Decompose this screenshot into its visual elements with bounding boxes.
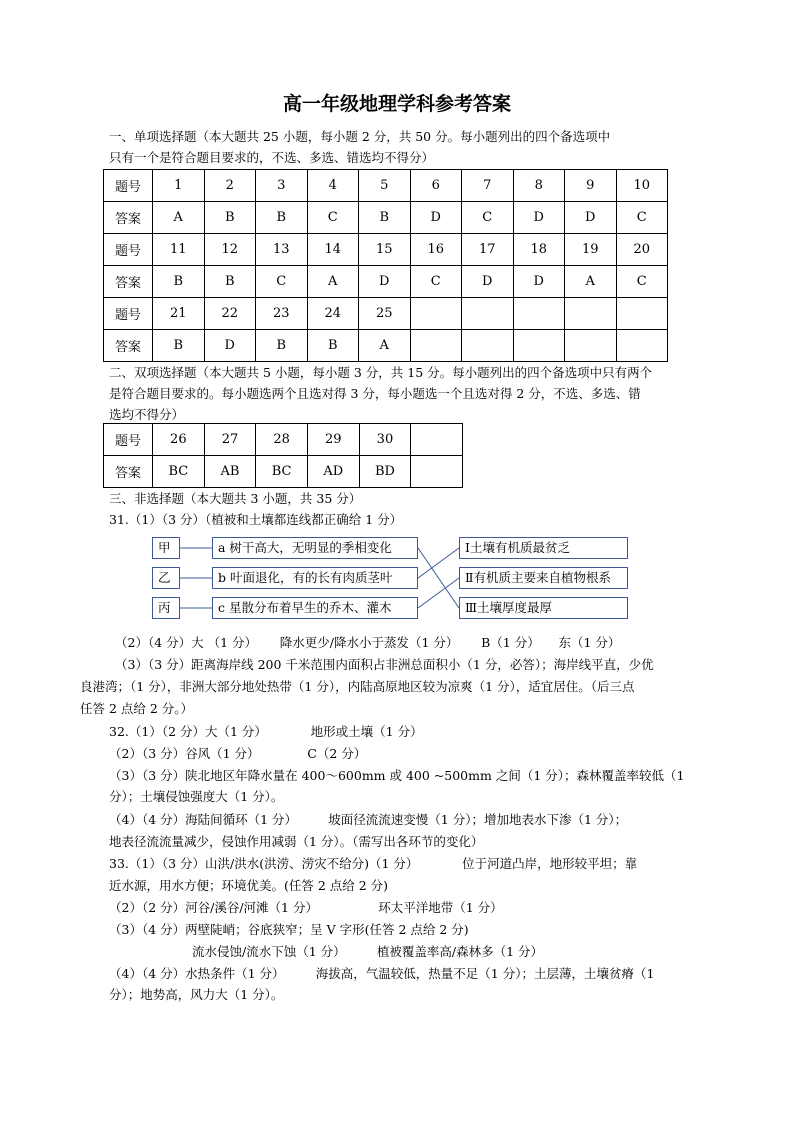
row-label: 答案	[104, 456, 153, 488]
table-cell	[616, 298, 668, 330]
table-cell: 4	[307, 170, 359, 202]
row-label: 答案	[104, 330, 153, 362]
diagram-middle-c: c 星散分布着早生的乔木、灌木	[212, 597, 418, 619]
q33-part3-line1: （3）（4 分）两壁陡峭；谷底狭窄；呈 V 字形(任答 2 点给 2 分)	[109, 922, 469, 937]
table-cell: 17	[462, 234, 514, 266]
table-cell: D	[513, 202, 565, 234]
table-cell: 2	[204, 170, 256, 202]
table-cell: 14	[307, 234, 359, 266]
table-cell	[513, 298, 565, 330]
table-cell: D	[204, 330, 256, 362]
q33-part1-line1: 33.（1）（3 分）山洪/洪水(洪涝、涝灾不给分)（1 分） 位于河道凸岸，地形较平坦；靠	[109, 856, 638, 871]
q33-part2: （2）（2 分）河谷/溪谷/河滩（1 分） 环太平洋地带（1 分）	[109, 900, 503, 915]
q32-part1: 32.（1）（2 分）大（1 分） 地形或土壤（1 分）	[109, 724, 423, 739]
table-cell: 26	[153, 424, 205, 456]
table-cell: B	[153, 266, 205, 298]
q33-part4-line2: 分）；地势高，风力大（1 分）。	[109, 987, 284, 1002]
q31-part3-line2: 良港湾；（1 分），非洲大部分地处热带（1 分），内陆高原地区较为凉爽（1 分），适宜居住。（后三点	[80, 679, 635, 694]
table-cell: 5	[359, 170, 411, 202]
table-cell: BD	[359, 456, 411, 488]
table-cell: 27	[204, 424, 256, 456]
diagram-middle-b: b 叶面退化，有的长有肉质茎叶	[212, 567, 418, 589]
table-cell: B	[204, 266, 256, 298]
table-cell: 22	[204, 298, 256, 330]
table-row	[104, 170, 668, 202]
q32-part4-line2: 地表径流流量减少，侵蚀作用减弱（1 分）。（需写出各环节的变化）	[109, 834, 484, 849]
diagram-right-2: Ⅱ有机质主要来自植物根系	[459, 567, 628, 589]
line-a-3	[418, 548, 459, 608]
q33-part1-line2: 近水源，用水方便；环境优美。(任答 2 点给 2 分)	[109, 878, 389, 893]
page-title: 高一年级地理学科参考答案	[282, 93, 511, 115]
table-row	[104, 330, 668, 362]
table-cell: A	[153, 202, 205, 234]
table-cell: 16	[410, 234, 462, 266]
q31-part1: 31.（1）（3 分）（植被和土壤都连线都正确给 1 分）	[109, 512, 403, 527]
table-cell: A	[307, 266, 359, 298]
table-cell: 6	[410, 170, 462, 202]
table-cell: 19	[565, 234, 617, 266]
table-cell: B	[359, 202, 411, 234]
table-cell: 18	[513, 234, 565, 266]
row-label: 题号	[104, 298, 153, 330]
diagram-middle-a: a 树干高大，无明显的季相变化	[212, 537, 418, 559]
table-cell	[565, 298, 617, 330]
table-cell: C	[616, 202, 668, 234]
table-cell: B	[153, 330, 205, 362]
table-cell: 20	[616, 234, 668, 266]
diagram-left-bing: 丙	[152, 597, 180, 619]
table-cell: D	[359, 266, 411, 298]
table-cell: 15	[359, 234, 411, 266]
q31-part2: （2）（4 分）大 （1 分） 降水更少/降水小于蒸发（1 分） B（1 分） 东（1 分）	[115, 635, 621, 650]
table-cell: 7	[462, 170, 514, 202]
table-cell: 10	[616, 170, 668, 202]
diagram-left-jia: 甲	[152, 537, 180, 559]
line-b-1	[418, 548, 459, 578]
table-cell	[565, 330, 617, 362]
table-cell: BC	[256, 456, 308, 488]
section2-intro-line1: 二、双项选择题（本大题共 5 小题，每小题 3 分，共 15 分。每小题列出的四个备选项中只有两个	[109, 365, 653, 380]
section3-intro: 三、非选择题（本大题共 3 小题，共 35 分）	[109, 491, 362, 506]
table-row	[104, 234, 668, 266]
q32-part4-line1: （4）（4 分）海陆间循环（1 分） 坡面径流流速变慢（1 分）；增加地表水下渗（1 分）；	[109, 812, 628, 827]
table-cell: D	[513, 266, 565, 298]
table-cell: 1	[153, 170, 205, 202]
table-cell: 29	[307, 424, 359, 456]
table-cell: 25	[359, 298, 411, 330]
table-row	[104, 424, 463, 456]
table-cell: 8	[513, 170, 565, 202]
table-cell: B	[256, 330, 308, 362]
table-cell: B	[256, 202, 308, 234]
table-cell: B	[204, 202, 256, 234]
table-cell: AD	[307, 456, 359, 488]
table-cell: B	[307, 330, 359, 362]
row-label: 题号	[104, 170, 153, 202]
section2-intro-line3: 选均不得分）	[109, 407, 185, 422]
table-cell: A	[359, 330, 411, 362]
table-cell	[411, 424, 463, 456]
row-label: 答案	[104, 266, 153, 298]
section1-intro-line2: 只有一个是符合题目要求的，不选、多选、错选均不得分）	[109, 150, 435, 165]
section1-intro-line1: 一、单项选择题（本大题共 25 小题，每小题 2 分，共 50 分。每小题列出的四个备选项中	[109, 129, 611, 144]
table-cell: 28	[256, 424, 308, 456]
table-row	[104, 456, 463, 488]
q31-part3-line3: 任答 2 点给 2 分。）	[80, 701, 194, 716]
double-choice-answer-table	[103, 423, 463, 488]
table-row	[104, 202, 668, 234]
q32-part3-line2: 分）；土壤侵蚀强度大（1 分）。	[109, 789, 284, 804]
table-cell: 24	[307, 298, 359, 330]
table-cell: 13	[256, 234, 308, 266]
section2-intro-line2: 是符合题目要求的。每小题选两个且选对得 3 分，每小题选一个且选对得 2 分，不选、多选、错	[109, 386, 641, 401]
table-cell	[462, 298, 514, 330]
table-cell: 3	[256, 170, 308, 202]
table-cell: D	[565, 202, 617, 234]
q33-part3-line2: 流水侵蚀/流水下蚀（1 分） 植被覆盖率高/森林多（1 分）	[192, 944, 544, 959]
table-cell	[462, 330, 514, 362]
table-cell: A	[565, 266, 617, 298]
table-cell: 12	[204, 234, 256, 266]
table-cell: C	[410, 266, 462, 298]
table-cell: C	[307, 202, 359, 234]
q33-part4-line1: （4）（4 分）水热条件（1 分） 海拔高，气温较低，热量不足（1 分）；土层薄，土壤贫瘠（1	[109, 966, 655, 981]
table-cell: 30	[359, 424, 411, 456]
table-cell	[410, 298, 462, 330]
table-row	[104, 266, 668, 298]
table-cell	[616, 330, 668, 362]
table-cell: 11	[153, 234, 205, 266]
row-label: 题号	[104, 234, 153, 266]
diagram-right-1: Ⅰ土壤有机质最贫乏	[459, 537, 628, 559]
diagram-right-3: Ⅲ土壤厚度最厚	[459, 597, 628, 619]
table-cell: AB	[204, 456, 256, 488]
table-cell: BC	[153, 456, 205, 488]
table-row	[104, 298, 668, 330]
table-cell: 23	[256, 298, 308, 330]
line-c-2	[418, 578, 459, 608]
q32-part2: （2）（3 分）谷风（1 分） C（2 分）	[109, 746, 367, 761]
q31-part3-line1: （3）（3 分）距离海岸线 200 千米范围内面积占非洲总面积小（1 分，必答）；海岸线平直，少优	[115, 657, 654, 672]
table-cell: C	[256, 266, 308, 298]
table-cell	[513, 330, 565, 362]
single-choice-answer-table	[103, 169, 668, 362]
table-cell: D	[410, 202, 462, 234]
table-cell: C	[616, 266, 668, 298]
diagram-left-yi: 乙	[152, 567, 180, 589]
row-label: 题号	[104, 424, 153, 456]
table-cell: 9	[565, 170, 617, 202]
table-cell	[410, 330, 462, 362]
row-label: 答案	[104, 202, 153, 234]
q32-part3-line1: （3）（3 分）陕北地区年降水量在 400～600mm 或 400 ~500mm 之间（1 分）；森林覆盖率较低（1	[109, 768, 685, 783]
table-cell: D	[462, 266, 514, 298]
table-cell: 21	[153, 298, 205, 330]
table-cell: C	[462, 202, 514, 234]
table-cell	[411, 456, 463, 488]
